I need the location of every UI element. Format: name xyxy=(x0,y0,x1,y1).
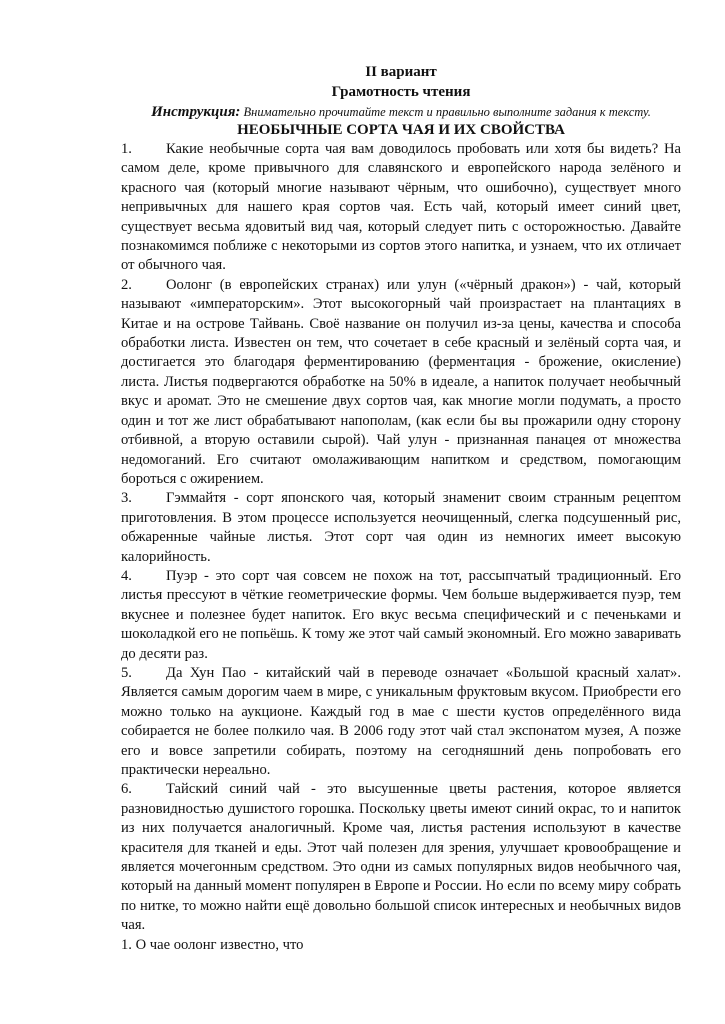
paragraph-text: Пуэр - это сорт чая совсем не похож на тот, рассыпчатый традиционный. Его листья прессуют в чёткие геометрические формы. Чем больше выдерживается пуэр, тем вкуснее и полезнее будет напиток. Его вкус весьма специфический и с печеньками и шоколадкой его не попьёшь. К тому же этот чай самый экономный. Его можно заваривать до десяти раз. xyxy=(121,567,681,662)
paragraph-6 xyxy=(121,780,681,935)
paragraph-text: Оолонг (в европейских странах) или улун («чёрный дракон») - чай, который называют «императорским». Этот высокогорный чай произрастает на плантациях в Китае и на острове Тайвань. Своё название он получил из-за цены, качества и способа обработки листа. Известен он тем, что сочетает в себе красный и зелёный сорта чая, и достигается это благодаря ферментированию (ферментация - брожение, окисление) листа. Листья подвергаются обработке на 50% в идеале, а напиток получает необычный вкус и аромат. Это не смешение двух сортов чая, как многие могли подумать, а просто один и тот же лист обрабатывают напополам, (как если бы вы прожарили одну сторону отбивной, а вторую оставили сырой). Чай улун - признанная панацея от множества недомоганий. Его считают омолаживающим напитком и средством, помогающим бороться с ожирением. xyxy=(121,276,681,487)
instruction-text: Внимательно прочитайте текст и правильно выполните задания к тексту. xyxy=(243,105,651,119)
paragraph-number: 4. xyxy=(121,567,132,584)
paragraph-text: Да Хун Пао - китайский чай в переводе означает «Большой красный халат». Является самым дорогим чаем в мире, с уникальным фруктовым вкусом. Приобрести его можно только на аукционе. Каждый год в мае с шести кустов определённого вида собирается не более полкило чая. В 2006 году этот чай стал экспонатом музея, А позже его и вовсе запретили собирать, поэтому на сегодняшний день попробовать его практически нереально. xyxy=(121,664,681,778)
paragraph-5 xyxy=(121,664,681,780)
paragraph-3 xyxy=(121,489,681,567)
paragraph-1 xyxy=(121,140,681,276)
paragraph-text: Гэммайтя - сорт японского чая, который знаменит своим странным рецептом приготовления. В этом процессе используется неочищенный, слегка подсушенный рис, обжаренные чайные листья. Этот сорт чая один из немногих имеет высокую калорийность. xyxy=(121,490,681,565)
variant-heading: II вариант xyxy=(365,64,437,80)
instruction xyxy=(141,104,661,121)
question-1: 1. О чае оолонг известно, что xyxy=(121,936,304,953)
text-title: НЕОБЫЧНЫЕ СОРТА ЧАЯ И ИХ СВОЙСТВА xyxy=(237,122,565,138)
instruction-label: Инструкция: xyxy=(151,104,241,120)
paragraph-4 xyxy=(121,567,681,664)
paragraph-number: 3. xyxy=(121,490,132,507)
subject-heading: Грамотность чтения xyxy=(331,84,471,100)
document-page xyxy=(121,62,681,955)
paragraph-number: 2. xyxy=(121,276,132,293)
paragraph-number: 5. xyxy=(121,664,132,681)
paragraph-number: 1. xyxy=(121,141,132,157)
paragraph-number: 6. xyxy=(121,781,132,798)
paragraph-text: Какие необычные сорта чая вам доводилось пробовать или хотя бы видеть? На самом деле, кроме привычного для славянского и европейского народа зелёного и красного чая (который многие называют чёрным, что ошибочно), существует много непривычных для нашего края сортов чая. Есть чай, который имеет синий цвет, существует весьма ядовитый вид чая, который следует пить с осторожностью. Давайте познакомимся поближе с некоторыми из сортов этого напитка, и узнаем, что их отличает от обычного чая. xyxy=(121,141,681,274)
paragraph-2 xyxy=(121,276,681,489)
paragraph-text: Тайский синий чай - это высушенные цветы растения, которое является разновидностью душистого горошка. Поскольку цветы имеют синий окрас, то и напиток из них получается аналогичный. Кроме чая, листья растения используют в качестве красителя для тканей и еды. Этот чай полезен для зрения, улучшает кровообращение и является мочегонным средством. Это одни из самых популярных видов необычного чая, который на данный момент популярен в Европе и России. Но если по всему миру собрать по нитке, то можно найти ещё довольно большой список интересных и необычных видов чая. xyxy=(121,781,681,934)
